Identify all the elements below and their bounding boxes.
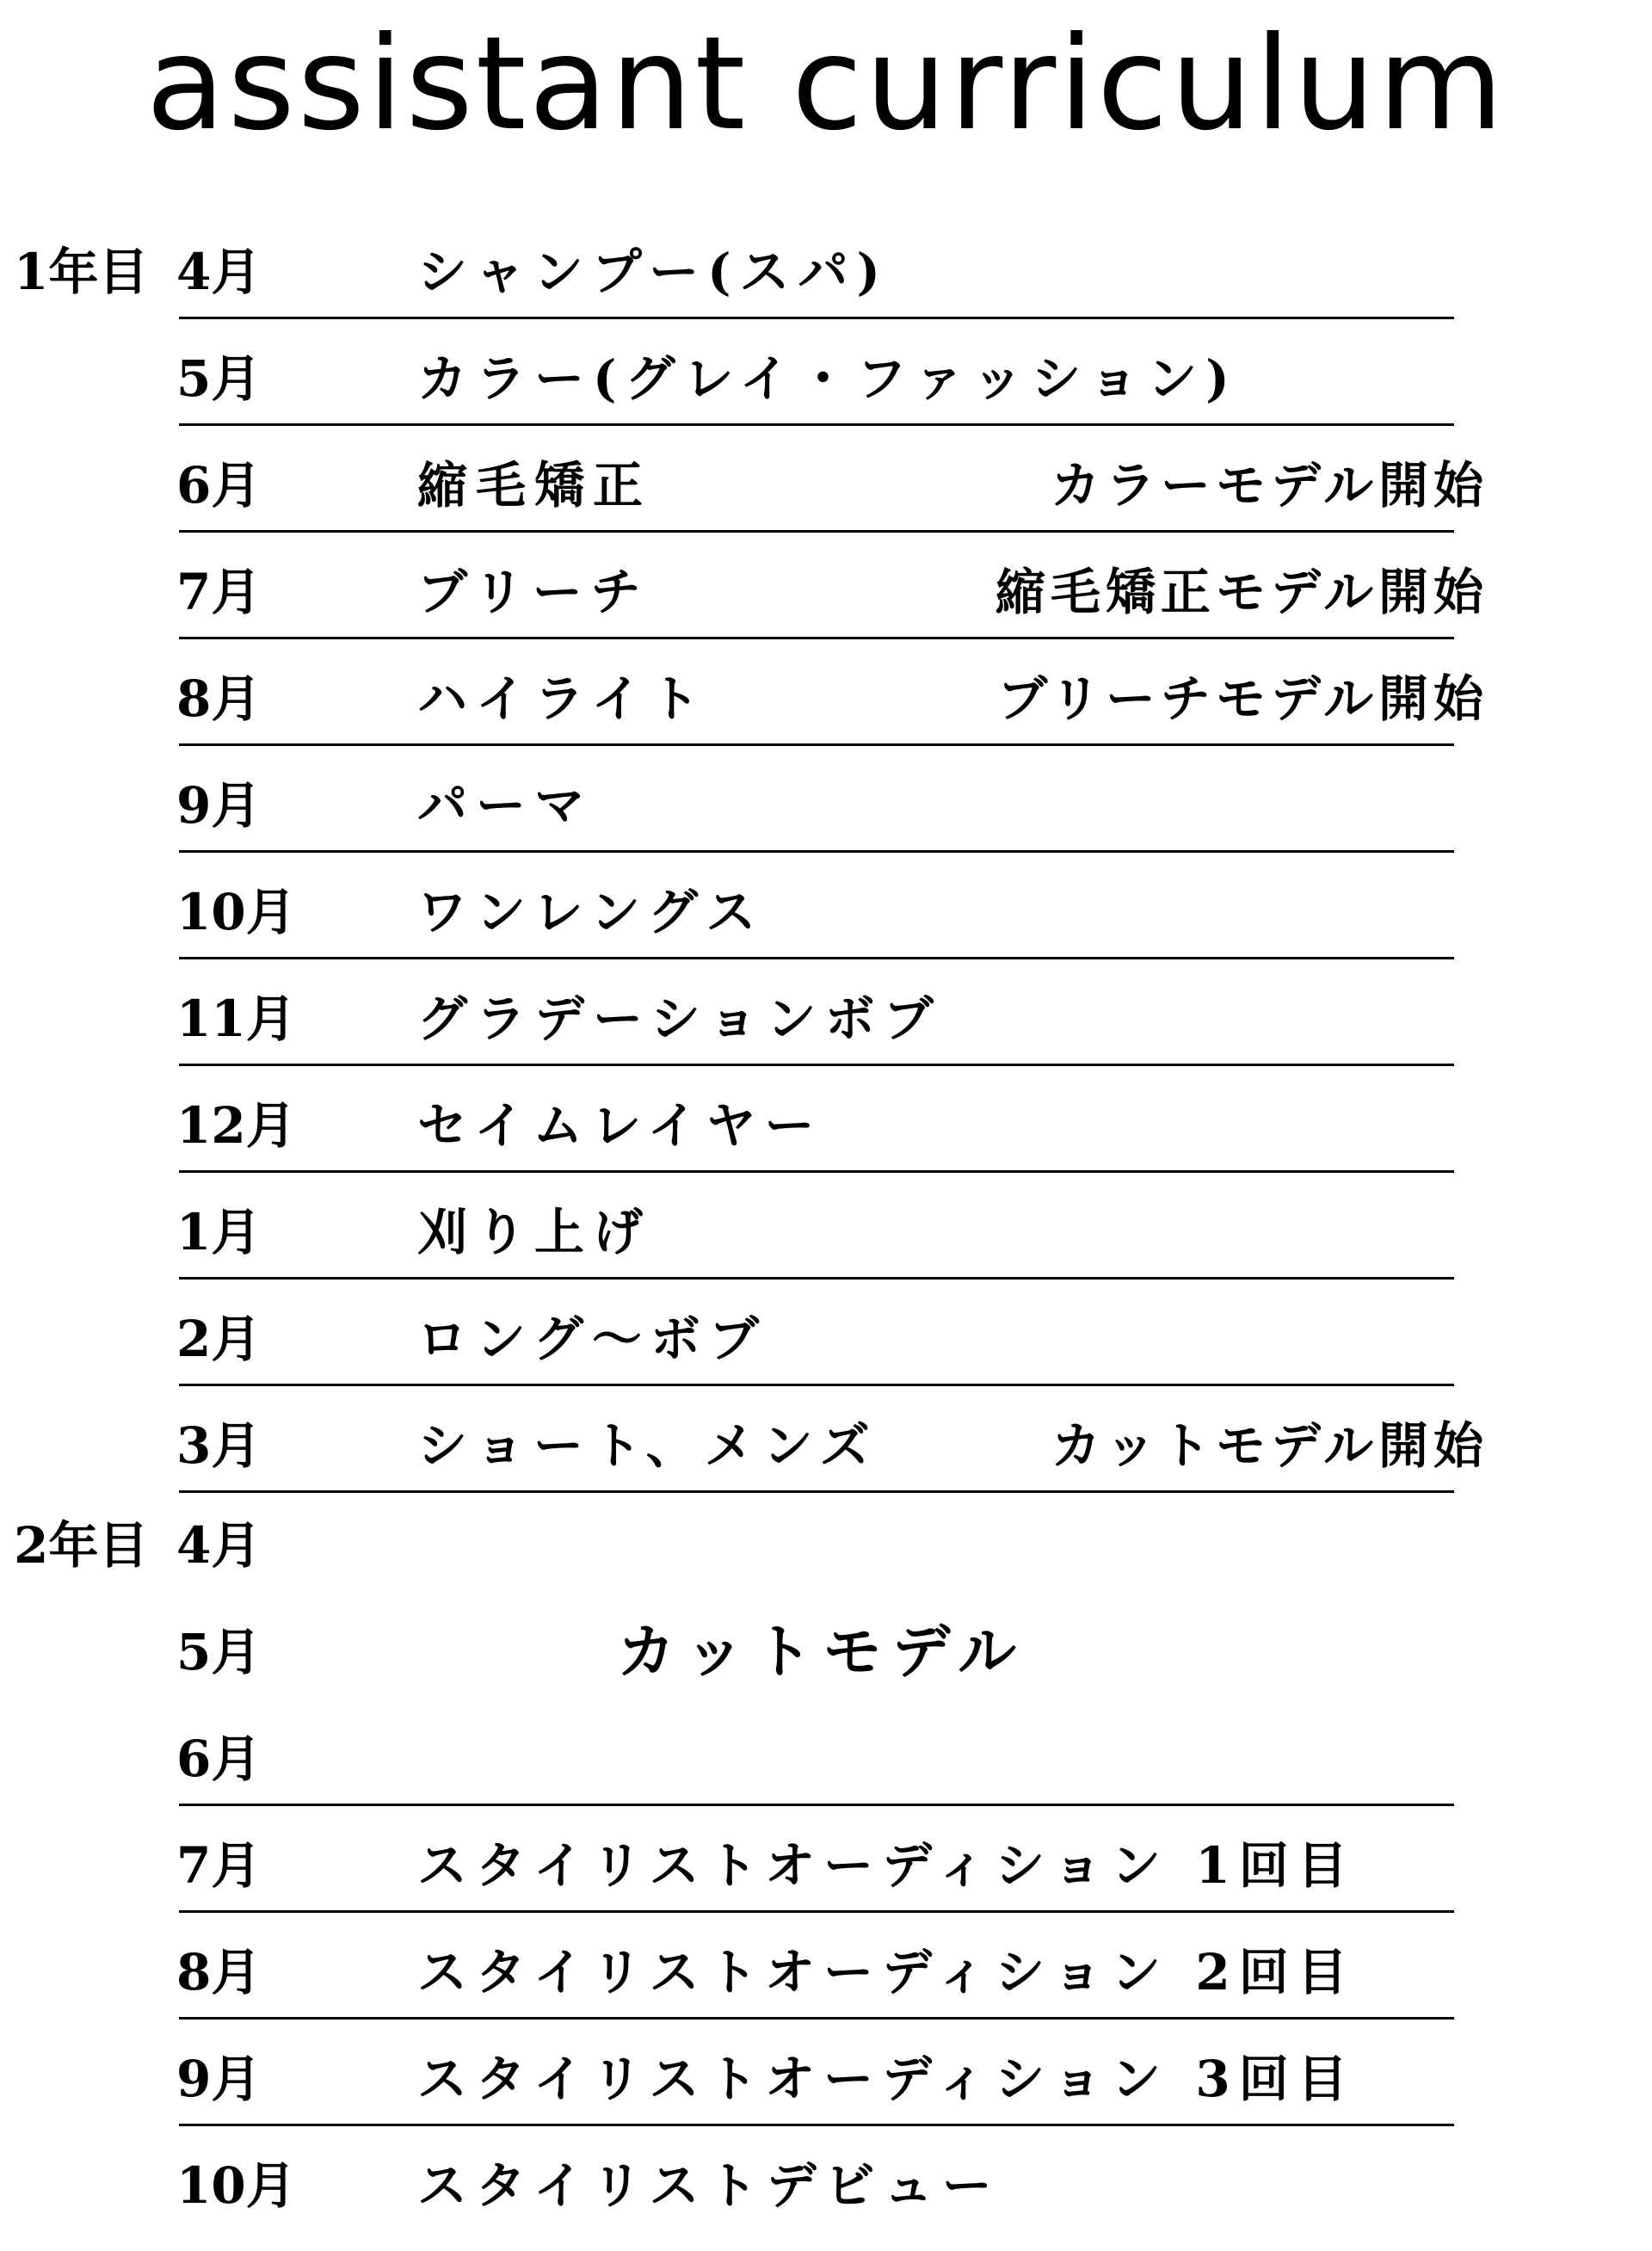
- training-task: スタイリストオーディション 1回目: [417, 1836, 1356, 1895]
- page-title: assistant curriculum: [145, 9, 1507, 159]
- training-task: カラー(グレイ・ファッション): [417, 349, 1238, 408]
- schedule-row-y1-apr: [0, 231, 1652, 337]
- schedule-row-y1-oct: [0, 871, 1652, 977]
- training-task: スタイリストデビュー: [417, 2156, 1001, 2215]
- month-label: 9月: [176, 776, 262, 835]
- schedule-row-y2-jun: [0, 1718, 1652, 1824]
- schedule-row-y1-feb: [0, 1298, 1652, 1404]
- row-divider: [179, 850, 1454, 853]
- month-label: 7月: [176, 1836, 262, 1895]
- month-label: 11月: [176, 990, 296, 1048]
- training-task: ブリーチ: [417, 563, 650, 621]
- training-task: セイムレイヤー: [417, 1096, 823, 1155]
- training-task: グラデーションボブ: [417, 990, 942, 1048]
- row-divider: [179, 530, 1454, 533]
- month-label: 4月: [176, 1516, 262, 1575]
- month-label: 9月: [176, 2050, 262, 2108]
- training-task: ショート、メンズ: [417, 1416, 878, 1475]
- year-label: 1年目: [14, 243, 149, 301]
- schedule-row-y1-jun: [0, 444, 1652, 551]
- schedule-row-y2-aug: [0, 1931, 1652, 2038]
- training-task: ワンレングス: [417, 883, 765, 941]
- row-divider: [179, 2017, 1454, 2020]
- schedule-row-y2-oct: [0, 2144, 1652, 2251]
- row-divider: [179, 1384, 1454, 1386]
- month-label: 3月: [176, 1416, 262, 1475]
- model-start-note: 縮毛矯正モデル開始: [995, 563, 1489, 621]
- month-label: 5月: [176, 349, 262, 408]
- row-divider: [179, 423, 1454, 426]
- schedule-row-y1-jan: [0, 1191, 1652, 1298]
- schedule-row-y1-sep: [0, 764, 1652, 871]
- row-divider: [179, 637, 1454, 639]
- training-task: 刈り上げ: [417, 1203, 652, 1261]
- month-label: 5月: [176, 1623, 262, 1681]
- model-start-note: カットモデル開始: [1051, 1416, 1489, 1475]
- row-divider: [179, 317, 1454, 319]
- schedule-row-y1-dec: [0, 1084, 1652, 1191]
- month-label: 8月: [176, 669, 262, 728]
- month-label: 2月: [176, 1310, 262, 1368]
- training-task: ハイライト: [417, 669, 709, 728]
- training-task: 縮毛矯正: [417, 456, 652, 515]
- row-divider: [179, 1170, 1454, 1173]
- row-divider: [179, 1064, 1454, 1066]
- month-label: 10月: [176, 2156, 296, 2215]
- row-divider: [179, 2124, 1454, 2126]
- schedule-row-y2-sep: [0, 2038, 1652, 2144]
- schedule-row-y2-apr: [0, 1504, 1652, 1611]
- month-label: 10月: [176, 883, 296, 941]
- schedule-row-y1-jul: [0, 551, 1652, 657]
- row-divider: [179, 1277, 1454, 1280]
- month-label: 7月: [176, 563, 262, 621]
- row-divider: [179, 1490, 1454, 1493]
- training-task: シャンプー(スパ): [417, 243, 889, 301]
- training-task: パーマ: [417, 776, 594, 835]
- year-label: 2年目: [14, 1516, 149, 1575]
- row-divider: [179, 957, 1454, 959]
- row-divider: [179, 1910, 1454, 1913]
- month-label: 8月: [176, 1943, 262, 2001]
- cut-model-period-label: カットモデル: [617, 1618, 1026, 1687]
- schedule-row-y2-jul: [0, 1824, 1652, 1931]
- month-label: 6月: [176, 456, 262, 515]
- month-label: 6月: [176, 1730, 262, 1788]
- month-label: 4月: [176, 243, 262, 301]
- model-start-note: カラーモデル開始: [1050, 456, 1489, 515]
- schedule-row-y1-nov: [0, 977, 1652, 1084]
- schedule-row-y1-mar: [0, 1404, 1652, 1511]
- schedule-row-y1-may: [0, 337, 1652, 444]
- training-task: スタイリストオーディション 2回目: [417, 1943, 1356, 2001]
- schedule-row-y1-aug: [0, 657, 1652, 764]
- row-divider: [179, 1804, 1454, 1806]
- month-label: 12月: [176, 1096, 296, 1155]
- training-task: ロング〜ボブ: [417, 1310, 767, 1368]
- training-task: スタイリストオーディション 3回目: [417, 2050, 1356, 2108]
- model-start-note: ブリーチモデル開始: [997, 669, 1489, 728]
- row-divider: [179, 743, 1454, 746]
- month-label: 1月: [176, 1203, 262, 1261]
